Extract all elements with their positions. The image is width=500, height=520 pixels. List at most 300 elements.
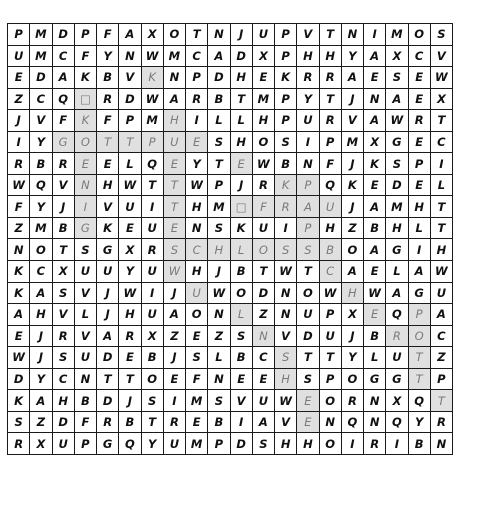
letter-cell[interactable]: K [74, 110, 96, 132]
letter-cell[interactable]: V [97, 196, 119, 218]
letter-cell[interactable]: T [297, 261, 319, 283]
letter-cell[interactable]: E [163, 217, 185, 239]
letter-cell[interactable]: S [275, 347, 297, 369]
letter-cell[interactable]: E [186, 325, 208, 347]
letter-cell[interactable]: F [74, 411, 96, 433]
letter-cell[interactable]: E [74, 153, 96, 175]
letter-cell[interactable]: P [319, 368, 341, 390]
letter-cell[interactable]: G [386, 239, 408, 261]
letter-cell[interactable]: I [386, 433, 408, 455]
letter-cell[interactable]: B [230, 261, 252, 283]
letter-cell[interactable]: S [386, 67, 408, 89]
letter-cell[interactable]: H [386, 217, 408, 239]
letter-cell[interactable]: O [30, 239, 52, 261]
letter-cell[interactable]: E [297, 411, 319, 433]
letter-cell[interactable]: A [364, 45, 386, 67]
letter-cell[interactable]: C [30, 88, 52, 110]
letter-cell[interactable]: E [252, 368, 274, 390]
letter-cell[interactable]: H [119, 304, 141, 326]
letter-cell[interactable]: L [230, 110, 252, 132]
letter-cell[interactable]: C [252, 347, 274, 369]
letter-cell[interactable]: N [208, 304, 230, 326]
letter-cell[interactable]: E [119, 217, 141, 239]
letter-cell[interactable]: T [97, 368, 119, 390]
letter-cell[interactable]: Z [163, 325, 185, 347]
letter-cell[interactable]: A [208, 45, 230, 67]
letter-cell[interactable]: Y [141, 433, 163, 455]
letter-cell[interactable]: U [386, 347, 408, 369]
letter-cell[interactable]: T [230, 88, 252, 110]
letter-cell[interactable]: P [319, 131, 341, 153]
letter-cell[interactable]: J [341, 88, 363, 110]
letter-cell[interactable]: S [275, 239, 297, 261]
letter-cell[interactable]: D [230, 433, 252, 455]
letter-cell[interactable]: W [119, 174, 141, 196]
letter-cell[interactable]: X [364, 131, 386, 153]
letter-cell[interactable]: R [119, 325, 141, 347]
letter-cell[interactable]: R [52, 325, 74, 347]
letter-cell[interactable]: U [97, 261, 119, 283]
letter-cell[interactable]: E [163, 153, 185, 175]
letter-cell[interactable]: F [97, 24, 119, 46]
letter-cell[interactable]: S [275, 131, 297, 153]
letter-cell[interactable]: D [230, 45, 252, 67]
letter-cell[interactable]: D [119, 88, 141, 110]
letter-cell[interactable]: U [186, 282, 208, 304]
letter-cell[interactable]: M [141, 110, 163, 132]
letter-cell[interactable]: Z [341, 217, 363, 239]
letter-cell[interactable]: S [386, 153, 408, 175]
letter-cell[interactable]: P [275, 88, 297, 110]
letter-cell[interactable]: L [408, 217, 430, 239]
letter-cell[interactable]: P [119, 110, 141, 132]
letter-cell[interactable]: T [52, 239, 74, 261]
letter-cell[interactable]: A [163, 88, 185, 110]
letter-cell[interactable]: C [186, 239, 208, 261]
letter-cell[interactable]: D [208, 67, 230, 89]
letter-cell[interactable]: Y [30, 196, 52, 218]
letter-cell[interactable]: M [386, 24, 408, 46]
letter-cell[interactable]: S [8, 411, 30, 433]
letter-cell[interactable]: B [230, 347, 252, 369]
letter-cell[interactable]: F [252, 196, 274, 218]
letter-cell[interactable]: I [408, 239, 430, 261]
letter-cell[interactable]: P [408, 304, 430, 326]
letter-cell[interactable]: D [8, 368, 30, 390]
letter-cell[interactable]: O [297, 282, 319, 304]
letter-cell[interactable]: P [297, 174, 319, 196]
letter-cell[interactable]: H [208, 239, 230, 261]
letter-cell[interactable]: U [252, 390, 274, 412]
letter-cell[interactable]: V [230, 390, 252, 412]
letter-cell[interactable]: T [408, 368, 430, 390]
letter-cell[interactable]: H [252, 110, 274, 132]
letter-cell[interactable]: N [364, 411, 386, 433]
letter-cell[interactable]: X [52, 261, 74, 283]
letter-cell[interactable]: W [208, 282, 230, 304]
letter-cell[interactable]: I [230, 411, 252, 433]
letter-cell[interactable]: D [97, 347, 119, 369]
letter-cell[interactable]: E [8, 67, 30, 89]
letter-cell[interactable]: X [141, 325, 163, 347]
letter-cell[interactable]: A [119, 24, 141, 46]
letter-cell[interactable]: S [141, 390, 163, 412]
letter-cell[interactable]: G [364, 368, 386, 390]
letter-cell[interactable]: U [319, 325, 341, 347]
letter-cell[interactable]: N [186, 217, 208, 239]
letter-cell[interactable]: K [97, 217, 119, 239]
letter-cell[interactable]: Y [408, 411, 430, 433]
letter-cell[interactable]: K [275, 67, 297, 89]
letter-cell[interactable]: Y [341, 347, 363, 369]
letter-cell[interactable]: N [364, 390, 386, 412]
letter-cell[interactable]: Z [8, 217, 30, 239]
letter-cell[interactable]: Q [386, 411, 408, 433]
letter-cell[interactable]: A [30, 282, 52, 304]
letter-cell[interactable]: N [74, 368, 96, 390]
letter-cell[interactable]: S [208, 131, 230, 153]
letter-cell[interactable]: V [74, 325, 96, 347]
letter-cell[interactable]: O [186, 304, 208, 326]
letter-cell[interactable]: Q [52, 88, 74, 110]
letter-cell[interactable]: T [208, 153, 230, 175]
letter-cell[interactable]: T [141, 174, 163, 196]
letter-cell[interactable]: X [430, 88, 452, 110]
letter-cell[interactable]: U [8, 45, 30, 67]
letter-cell[interactable]: H [52, 390, 74, 412]
letter-cell[interactable]: T [97, 131, 119, 153]
letter-cell[interactable]: X [341, 304, 363, 326]
letter-cell[interactable]: H [297, 433, 319, 455]
letter-cell[interactable]: U [297, 110, 319, 132]
letter-cell[interactable]: L [386, 261, 408, 283]
letter-cell[interactable]: X [252, 45, 274, 67]
letter-cell[interactable]: F [52, 110, 74, 132]
letter-cell[interactable]: T [430, 390, 452, 412]
letter-cell[interactable]: P [8, 24, 30, 46]
letter-cell[interactable]: M [30, 24, 52, 46]
letter-cell[interactable]: G [74, 217, 96, 239]
letter-cell[interactable]: T [163, 174, 185, 196]
letter-cell[interactable]: U [163, 131, 185, 153]
letter-cell[interactable]: B [119, 411, 141, 433]
letter-cell[interactable]: N [208, 368, 230, 390]
letter-cell[interactable]: L [364, 347, 386, 369]
letter-cell[interactable]: P [74, 433, 96, 455]
letter-cell[interactable]: E [8, 325, 30, 347]
letter-cell[interactable]: A [341, 261, 363, 283]
letter-cell[interactable]: I [341, 433, 363, 455]
letter-cell[interactable]: M [341, 131, 363, 153]
letter-cell[interactable]: V [52, 304, 74, 326]
letter-cell[interactable]: P [275, 45, 297, 67]
letter-cell[interactable]: D [252, 282, 274, 304]
letter-cell[interactable]: J [52, 196, 74, 218]
letter-cell[interactable]: V [52, 174, 74, 196]
letter-cell[interactable]: S [208, 390, 230, 412]
letter-cell[interactable]: R [430, 411, 452, 433]
letter-cell[interactable]: K [141, 67, 163, 89]
letter-cell[interactable]: I [141, 282, 163, 304]
letter-cell[interactable]: K [275, 174, 297, 196]
letter-cell[interactable]: F [8, 196, 30, 218]
letter-cell[interactable]: X [141, 24, 163, 46]
letter-cell[interactable]: V [30, 110, 52, 132]
letter-cell[interactable]: W [430, 261, 452, 283]
letter-cell[interactable]: H [186, 196, 208, 218]
letter-cell[interactable]: C [52, 368, 74, 390]
letter-cell[interactable]: A [97, 325, 119, 347]
letter-cell[interactable]: J [341, 153, 363, 175]
letter-cell[interactable]: O [319, 433, 341, 455]
letter-cell[interactable]: J [341, 325, 363, 347]
letter-cell[interactable]: E [186, 411, 208, 433]
letter-cell[interactable]: D [97, 390, 119, 412]
letter-cell[interactable]: N [163, 67, 185, 89]
letter-cell[interactable]: V [297, 24, 319, 46]
letter-cell[interactable]: J [30, 347, 52, 369]
letter-cell[interactable]: E [408, 131, 430, 153]
letter-cell[interactable]: T [297, 347, 319, 369]
letter-cell[interactable]: U [319, 196, 341, 218]
letter-cell[interactable]: T [319, 88, 341, 110]
letter-cell[interactable]: U [119, 196, 141, 218]
letter-cell[interactable]: S [74, 239, 96, 261]
letter-cell[interactable]: H [186, 261, 208, 283]
letter-cell[interactable]: E [364, 304, 386, 326]
letter-cell[interactable]: U [252, 217, 274, 239]
letter-cell[interactable]: V [275, 325, 297, 347]
letter-cell[interactable]: V [430, 45, 452, 67]
letter-cell[interactable]: R [319, 67, 341, 89]
letter-cell[interactable]: T [141, 411, 163, 433]
letter-cell[interactable]: V [74, 282, 96, 304]
letter-cell[interactable]: C [30, 261, 52, 283]
letter-cell[interactable]: R [8, 433, 30, 455]
letter-cell[interactable]: U [163, 433, 185, 455]
letter-cell[interactable]: Z [252, 304, 274, 326]
letter-cell[interactable]: B [319, 239, 341, 261]
letter-cell[interactable]: S [430, 24, 452, 46]
letter-cell[interactable]: U [74, 347, 96, 369]
letter-cell[interactable]: H [319, 217, 341, 239]
letter-cell[interactable]: D [297, 325, 319, 347]
letter-cell[interactable]: P [408, 153, 430, 175]
letter-cell[interactable]: T [430, 196, 452, 218]
letter-cell[interactable]: S [230, 325, 252, 347]
letter-cell[interactable]: P [319, 304, 341, 326]
letter-cell[interactable]: Y [30, 368, 52, 390]
letter-cell[interactable]: B [30, 153, 52, 175]
letter-cell[interactable]: X [386, 45, 408, 67]
letter-cell[interactable]: J [208, 261, 230, 283]
letter-cell[interactable]: T [430, 110, 452, 132]
letter-cell[interactable]: H [275, 433, 297, 455]
letter-cell[interactable]: W [386, 110, 408, 132]
letter-cell[interactable]: S [52, 282, 74, 304]
letter-cell[interactable]: P [208, 174, 230, 196]
letter-cell[interactable]: R [297, 67, 319, 89]
letter-cell[interactable]: B [364, 217, 386, 239]
letter-cell[interactable]: A [386, 282, 408, 304]
letter-cell[interactable]: O [319, 390, 341, 412]
letter-cell[interactable]: G [386, 131, 408, 153]
letter-cell[interactable]: T [319, 347, 341, 369]
letter-cell[interactable]: R [163, 411, 185, 433]
letter-cell[interactable]: O [341, 368, 363, 390]
letter-cell[interactable]: P [208, 433, 230, 455]
letter-cell[interactable]: S [297, 239, 319, 261]
letter-cell[interactable]: R [364, 433, 386, 455]
letter-cell[interactable]: S [297, 368, 319, 390]
letter-cell[interactable]: S [208, 217, 230, 239]
letter-cell[interactable]: R [386, 325, 408, 347]
letter-cell[interactable]: I [297, 131, 319, 153]
letter-cell[interactable]: H [430, 239, 452, 261]
letter-cell[interactable]: O [341, 239, 363, 261]
letter-cell[interactable]: M [186, 390, 208, 412]
letter-cell[interactable]: P [186, 67, 208, 89]
letter-cell[interactable]: T [319, 24, 341, 46]
letter-cell[interactable]: K [8, 261, 30, 283]
letter-cell[interactable]: M [30, 45, 52, 67]
letter-cell[interactable]: W [275, 390, 297, 412]
letter-cell[interactable]: C [52, 45, 74, 67]
letter-cell[interactable]: G [97, 239, 119, 261]
letter-cell[interactable]: Y [30, 131, 52, 153]
letter-cell[interactable]: M [30, 217, 52, 239]
letter-cell[interactable]: E [364, 261, 386, 283]
letter-cell[interactable]: Q [30, 174, 52, 196]
letter-cell[interactable]: U [141, 304, 163, 326]
letter-cell[interactable]: A [252, 411, 274, 433]
letter-cell[interactable]: M [208, 196, 230, 218]
letter-cell[interactable]: E [297, 390, 319, 412]
letter-cell[interactable]: J [97, 282, 119, 304]
letter-cell[interactable]: I [163, 390, 185, 412]
letter-cell[interactable]: Q [341, 411, 363, 433]
letter-cell[interactable]: D [52, 24, 74, 46]
letter-cell[interactable]: B [275, 153, 297, 175]
letter-cell[interactable]: H [30, 304, 52, 326]
letter-cell[interactable]: I [275, 217, 297, 239]
letter-cell[interactable]: H [275, 368, 297, 390]
letter-cell[interactable]: N [8, 239, 30, 261]
letter-cell[interactable]: J [230, 24, 252, 46]
letter-cell[interactable]: N [119, 45, 141, 67]
letter-cell[interactable]: E [119, 347, 141, 369]
letter-cell[interactable]: O [230, 282, 252, 304]
letter-cell[interactable]: A [341, 67, 363, 89]
letter-cell[interactable]: E [408, 67, 430, 89]
letter-cell[interactable]: N [74, 174, 96, 196]
letter-cell[interactable]: E [364, 174, 386, 196]
letter-cell[interactable]: H [319, 45, 341, 67]
letter-cell[interactable]: M [163, 45, 185, 67]
letter-cell[interactable]: U [252, 24, 274, 46]
letter-cell[interactable]: F [74, 45, 96, 67]
letter-cell[interactable]: S [163, 239, 185, 261]
letter-cell[interactable]: C [408, 45, 430, 67]
letter-cell[interactable]: B [208, 411, 230, 433]
letter-cell[interactable]: R [97, 88, 119, 110]
letter-cell[interactable]: J [163, 282, 185, 304]
letter-cell[interactable]: W [119, 282, 141, 304]
letter-cell[interactable]: S [252, 433, 274, 455]
letter-cell[interactable]: D [386, 174, 408, 196]
letter-cell[interactable]: H [408, 196, 430, 218]
letter-cell[interactable]: W [186, 174, 208, 196]
letter-cell[interactable]: W [364, 282, 386, 304]
letter-cell[interactable]: H [163, 110, 185, 132]
letter-cell[interactable]: E [230, 153, 252, 175]
letter-cell[interactable]: Y [119, 261, 141, 283]
letter-cell[interactable]: G [386, 368, 408, 390]
letter-cell[interactable]: C [319, 261, 341, 283]
letter-cell[interactable]: B [52, 217, 74, 239]
letter-cell[interactable]: A [364, 110, 386, 132]
letter-cell[interactable]: G [97, 433, 119, 455]
letter-cell[interactable]: Z [30, 411, 52, 433]
letter-cell[interactable]: A [408, 261, 430, 283]
letter-cell[interactable]: E [163, 368, 185, 390]
letter-cell[interactable]: A [297, 196, 319, 218]
letter-cell[interactable]: W [275, 261, 297, 283]
letter-cell[interactable]: J [163, 347, 185, 369]
letter-cell[interactable]: L [230, 239, 252, 261]
letter-cell[interactable]: Y [97, 45, 119, 67]
letter-cell[interactable]: N [364, 88, 386, 110]
letter-cell[interactable]: V [341, 110, 363, 132]
letter-cell[interactable]: X [30, 433, 52, 455]
letter-cell[interactable]: L [74, 304, 96, 326]
letter-cell[interactable]: K [364, 153, 386, 175]
letter-cell[interactable]: I [430, 153, 452, 175]
letter-cell[interactable]: E [252, 67, 274, 89]
letter-cell[interactable]: G [52, 131, 74, 153]
letter-cell[interactable]: Z [8, 88, 30, 110]
letter-cell[interactable]: H [230, 131, 252, 153]
letter-cell[interactable]: J [30, 325, 52, 347]
letter-cell[interactable]: R [52, 153, 74, 175]
letter-cell[interactable]: P [141, 131, 163, 153]
letter-cell[interactable]: O [163, 24, 185, 46]
letter-cell[interactable]: O [408, 325, 430, 347]
letter-cell[interactable]: C [186, 45, 208, 67]
letter-cell[interactable]: J [230, 174, 252, 196]
letter-cell[interactable]: F [186, 368, 208, 390]
letter-cell[interactable]: T [163, 196, 185, 218]
letter-cell[interactable]: B [97, 67, 119, 89]
letter-cell[interactable]: E [408, 88, 430, 110]
letter-cell[interactable]: X [119, 239, 141, 261]
letter-cell[interactable]: P [275, 110, 297, 132]
letter-cell[interactable]: R [252, 174, 274, 196]
letter-cell[interactable]: B [208, 88, 230, 110]
letter-cell[interactable]: T [408, 347, 430, 369]
letter-cell[interactable]: R [319, 110, 341, 132]
letter-cell[interactable]: R [8, 153, 30, 175]
letter-cell[interactable]: Y [341, 45, 363, 67]
letter-cell[interactable]: L [208, 110, 230, 132]
letter-cell[interactable]: U [141, 217, 163, 239]
letter-cell[interactable]: B [364, 325, 386, 347]
letter-cell[interactable]: R [408, 110, 430, 132]
letter-cell[interactable]: N [275, 304, 297, 326]
letter-cell[interactable]: U [52, 433, 74, 455]
letter-cell[interactable]: E [230, 368, 252, 390]
letter-cell[interactable]: C [430, 131, 452, 153]
